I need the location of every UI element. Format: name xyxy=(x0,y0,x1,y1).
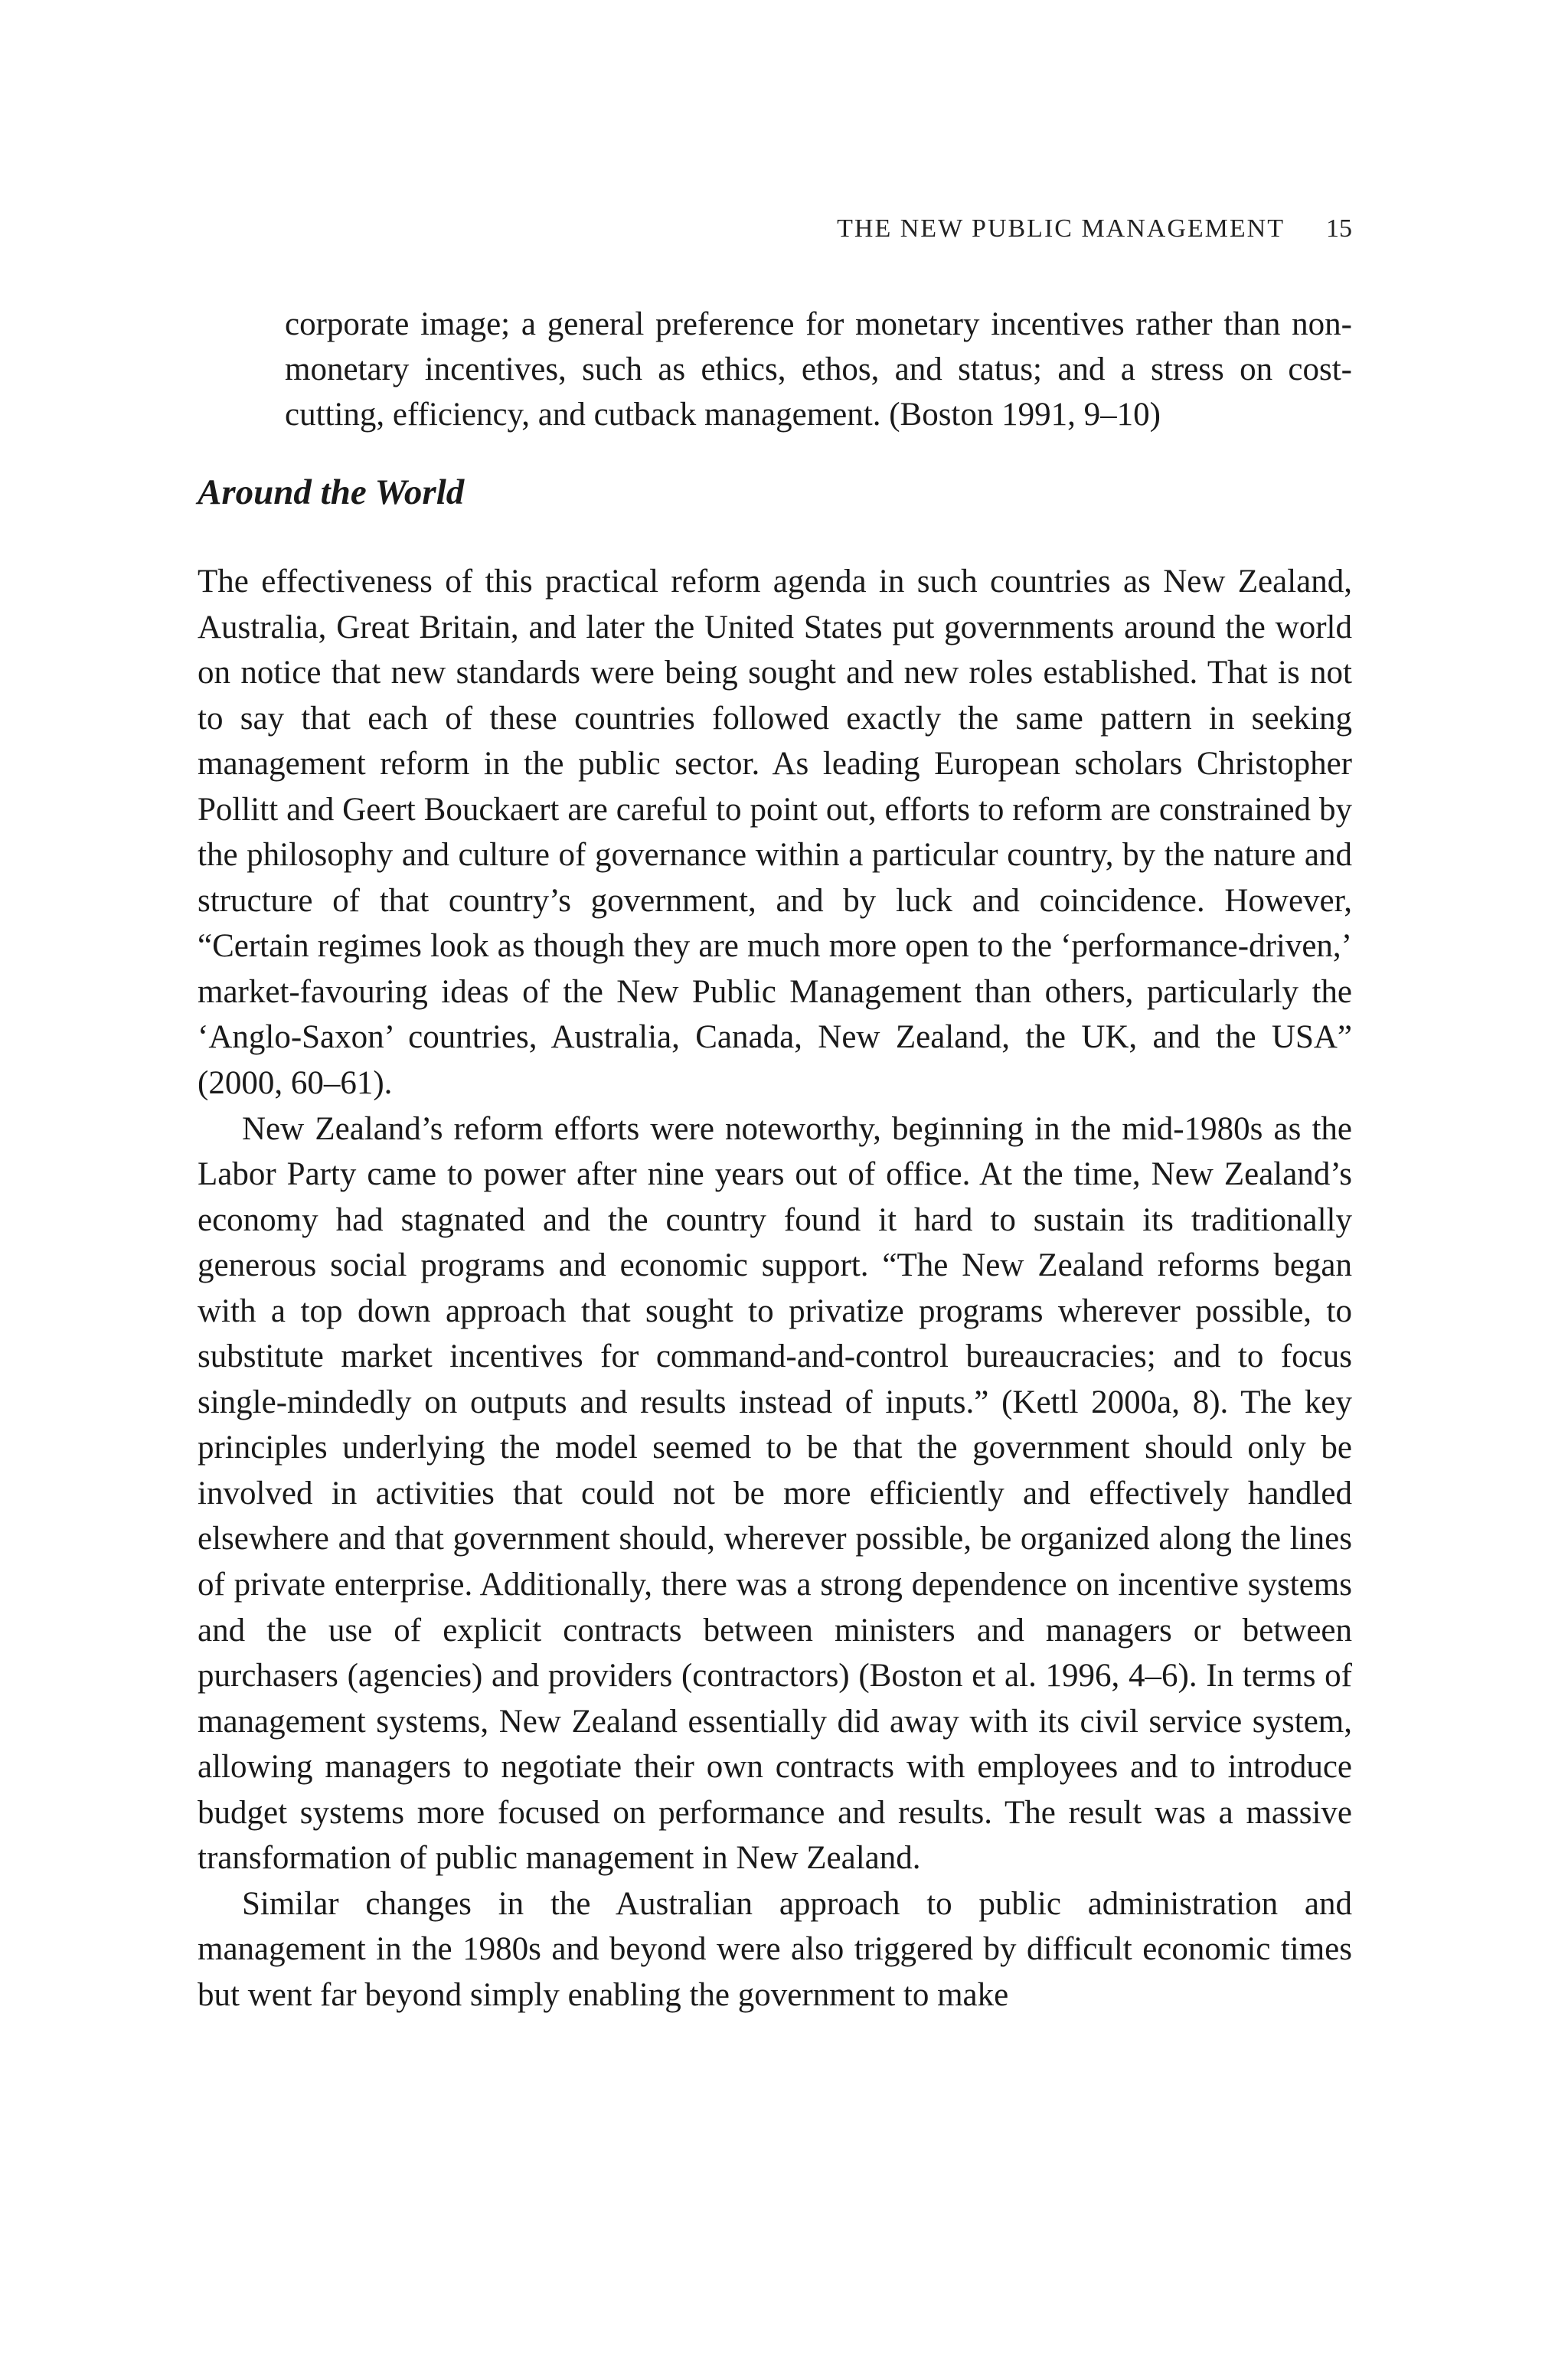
block-quote: corporate image; a general preference for monetary incentives rather than non-monetary incentives, such as ethics, ethos, and status; and a stress on cost-cutting, efficiency, and cutback management. (Boston 1991, 9–10) xyxy=(285,306,1352,433)
body-text xyxy=(198,559,1352,2018)
paragraph: The effectiveness of this practical reform agenda in such countries as New Zealand, Australia, Great Britain, and later the United States put governments around the world on notice that new standards were being sought and new roles established. That is not to say that each of these countries followed exactly the same pattern in seeking management reform in the public sector. As leading European scholars Christopher Pollitt and Geert Bouckaert are careful to point out, efforts to reform are constrained by the philosophy and culture of governance within a particular country, by the nature and structure of that country’s government, and by luck and coincidence. However, “Certain regimes look as though they are much more open to the ‘performance-driven,’ market-favouring ideas of the New Public Management than others, particularly the ‘Anglo-Saxon’ countries, Australia, Canada, New Zealand, the UK, and the USA” (2000, 60–61). xyxy=(198,564,1352,1102)
running-head xyxy=(837,214,1352,243)
section-heading: Around the World xyxy=(198,472,465,512)
paragraph: New Zealand’s reform efforts were noteworthy, beginning in the mid-1980s as the Labor Party came to power after nine years out of office. At the time, New Zealand’s economy had stagnated and the country found it hard to sustain its traditionally generous social programs and economic support. “The New Zealand reforms began with a top down approach that sought to privatize programs wherever possible, to substitute market incentives for command-and-control bureaucracies; and to focus single-mindedly on outputs and results instead of inputs.” (Kettl 2000a, 8). The key principles underlying the model seemed to be that the government should only be involved in activities that could not be more efficiently and effectively handled elsewhere and that government should, wherever possible, be organized along the lines of private enterprise. Additionally, there was a strong dependence on incentive systems and the use of explicit contracts between ministers and managers or between purchasers (agencies) and providers (contractors) (Boston et al. 1996, 4–6). In terms of management systems, New Zealand essentially did away with its civil service system, allowing managers to negotiate their own contracts with employees and to introduce budget systems more focused on performance and results. The result was a massive transformation of public management in New Zealand. xyxy=(198,1110,1352,1877)
paragraph: Similar changes in the Australian approach to public administration and management in the 1980s and beyond were also triggered by difficult economic times but went far beyond simply enabling the government to make xyxy=(198,1885,1352,2013)
running-title: THE NEW PUBLIC MANAGEMENT xyxy=(837,214,1285,243)
page-number: 15 xyxy=(1326,214,1352,243)
